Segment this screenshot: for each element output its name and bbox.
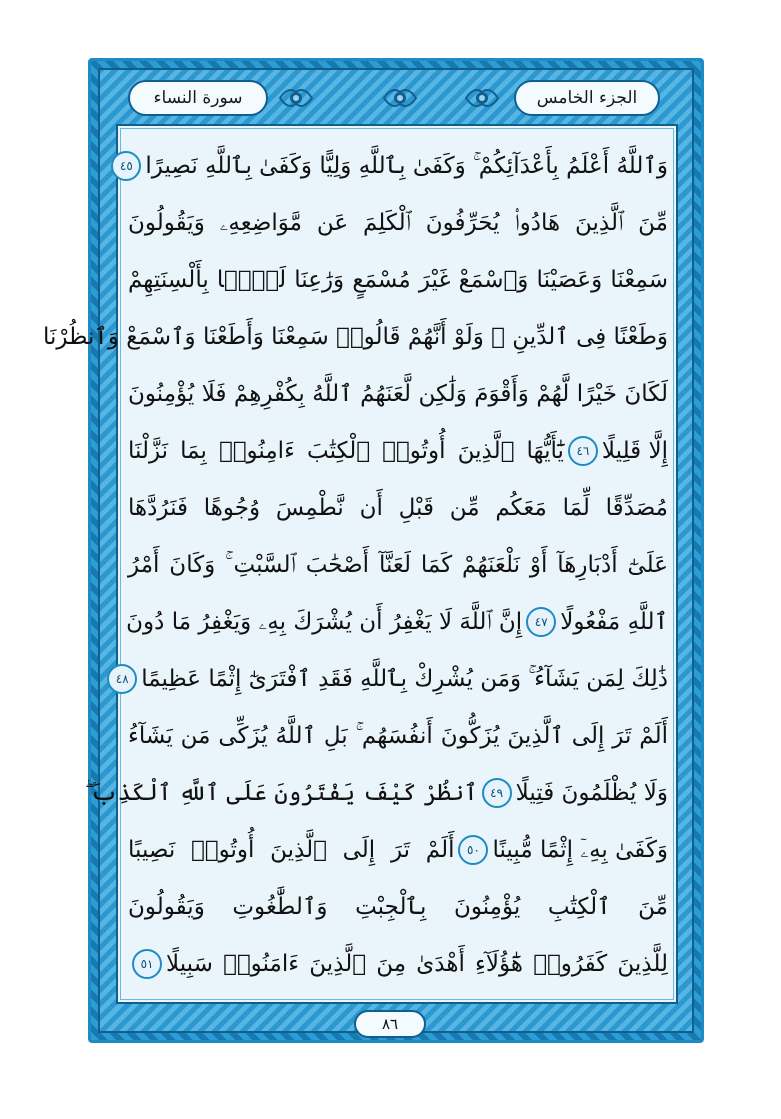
text-line <box>115 653 668 705</box>
line-text: وَكَفَىٰ بِهِۦٓ إِثْمًا مُّبِينًا <box>492 837 668 863</box>
text-line <box>43 311 668 363</box>
line-text: عَلَىٰٓ أَدْبَارِهَآ أَوْ نَلْعَنَهُمْ كَمَا لَعَنَّآ أَصْحَٰبَ ٱلسَّبْتِ ۚ وَكَانَ أَمْرُ <box>128 552 668 578</box>
text-line <box>84 767 668 819</box>
ayah-number-marker: ٥١ <box>132 949 162 979</box>
ayah-number-marker: ٤٧ <box>526 607 556 637</box>
quran-text <box>43 140 668 1000</box>
ayah-number-marker: ٤٥ <box>111 151 141 181</box>
text-line <box>128 197 668 249</box>
line-text: ذَٰلِكَ لِمَن يَشَآءُ ۚ وَمَن يُشْرِكْ بِٱللَّهِ فَقَدِ ٱفْتَرَىٰٓ إِثْمًا عَظِيمًا <box>141 666 668 692</box>
text-line <box>128 482 668 534</box>
line-text: يَٰٓأَيُّهَا ٱلَّذِينَ أُوتُوا۟ ٱلْكِتَٰبَ ءَامِنُوا۟ بِمَا نَزَّلْنَا <box>128 438 564 464</box>
text-line <box>128 596 668 648</box>
ayah-number-marker: ٤٨ <box>107 664 137 694</box>
ayah-number-marker: ٤٩ <box>482 778 512 808</box>
line-text: ٱنظُرْ كَيْفَ يَفْتَرُونَ عَلَى ٱللَّهِ ٱلْكَذِبَ ۖ <box>84 780 478 806</box>
line-text: أَلَمْ تَرَ إِلَى ٱلَّذِينَ يُزَكُّونَ أَنفُسَهُم ۚ بَلِ ٱللَّهُ يُزَكِّى مَن يَشَآءُ <box>128 723 668 749</box>
line-text: لَكَانَ خَيْرًا لَّهُمْ وَأَقْوَمَ وَلَٰكِن لَّعَنَهُمُ ٱللَّهُ بِكُفْرِهِمْ فَلَا يُؤْمِنُونَ <box>128 381 668 407</box>
text-line <box>128 881 668 933</box>
surah-name-label: سورة النساء <box>128 80 268 116</box>
text-line <box>128 425 668 477</box>
line-text: وَٱللَّهُ أَعْلَمُ بِأَعْدَآئِكُمْ ۚ وَكَفَىٰ بِٱللَّهِ وَلِيًّا وَكَفَىٰ بِٱللَّهِ نَصِيرًا <box>145 153 668 179</box>
line-text: ٱللَّهِ مَفْعُولًا <box>560 609 668 635</box>
line-text: مُصَدِّقًا لِّمَا مَعَكُم مِّن قَبْلِ أَن نَّطْمِسَ وُجُوهًا فَنَرُدَّهَا <box>128 495 668 521</box>
text-line <box>128 539 668 591</box>
page-number: ٨٦ <box>354 1010 426 1038</box>
line-text: إِلَّا قَلِيلًا <box>601 438 668 464</box>
juz-name-label: الجزء الخامس <box>514 80 660 116</box>
text-line <box>128 710 668 762</box>
line-text: مِّنَ ٱلَّذِينَ هَادُوا۟ يُحَرِّفُونَ ٱلْكَلِمَ عَن مَّوَاضِعِهِۦ وَيَقُولُونَ <box>128 210 668 236</box>
text-line <box>128 824 668 876</box>
text-line <box>128 254 668 306</box>
ayah-number-marker: ٥٠ <box>458 835 488 865</box>
line-text: أَلَمْ تَرَ إِلَى ٱلَّذِينَ أُوتُوا۟ نَصِيبًا <box>128 837 455 863</box>
flower-ornament-icon <box>462 82 502 114</box>
line-text: لِلَّذِينَ كَفَرُوا۟ هَٰٓؤُلَآءِ أَهْدَىٰ مِنَ ٱلَّذِينَ ءَامَنُوا۟ سَبِيلًا <box>166 951 668 977</box>
flower-ornament-icon <box>276 82 316 114</box>
line-text: إِنَّ ٱللَّهَ لَا يَغْفِرُ أَن يُشْرَكَ بِهِۦ وَيَغْفِرُ مَا دُونَ <box>126 609 523 635</box>
text-line <box>119 140 668 192</box>
ayah-number-marker: ٤٦ <box>568 436 598 466</box>
line-text: وَلَا يُظْلَمُونَ فَتِيلًا <box>515 780 668 806</box>
line-text: سَمِعْنَا وَعَصَيْنَا وَٱسْمَعْ غَيْرَ مُسْمَعٍ وَرَٰعِنَا لَيًّۢا بِأَلْسِنَتِهِمْ <box>128 267 668 293</box>
line-text: مِّنَ ٱلْكِتَٰبِ يُؤْمِنُونَ بِٱلْجِبْتِ وَٱلطَّٰغُوتِ وَيَقُولُونَ <box>128 894 668 920</box>
flower-ornament-icon <box>380 82 420 114</box>
text-line <box>128 938 668 990</box>
line-text: وَطَعْنًا فِى ٱلدِّينِ ۚ وَلَوْ أَنَّهُمْ قَالُوا۟ سَمِعْنَا وَأَطَعْنَا وَٱسْمَعْ وَٱنظُرْنَا <box>43 324 668 350</box>
text-line <box>128 368 668 420</box>
